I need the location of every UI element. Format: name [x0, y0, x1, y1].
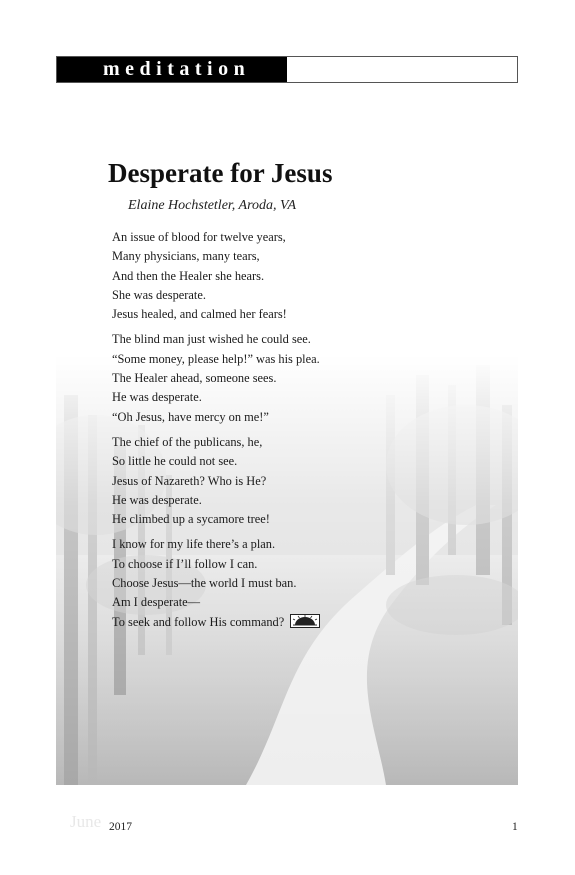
- poem-line: She was desperate.: [112, 287, 206, 302]
- poem-line: So little he could not see.: [112, 454, 238, 469]
- footer-year: 2017: [109, 821, 132, 833]
- poem-line: Jesus of Nazareth? Who is He?: [112, 473, 267, 488]
- section-header-bar: [56, 56, 518, 83]
- poem-stanza: [112, 433, 472, 529]
- poem-line: He was desperate.: [112, 492, 202, 507]
- poem-line: The chief of the publicans, he,: [112, 434, 263, 449]
- sunrise-end-mark-icon: [290, 614, 320, 628]
- poem-stanza: [112, 330, 472, 426]
- poem-line: “Some money, please help!” was his plea.: [112, 351, 320, 366]
- poem-line: He was desperate.: [112, 390, 202, 405]
- poem-stanza: [112, 535, 472, 631]
- section-label: meditation: [57, 57, 287, 82]
- poem-line: Jesus healed, and calmed her fears!: [112, 307, 287, 322]
- footer-month: June: [70, 812, 102, 831]
- poem: [112, 228, 472, 638]
- page-number: 1: [512, 821, 518, 833]
- poem-line: An issue of blood for twelve years,: [112, 230, 286, 244]
- poem-stanza: [112, 228, 472, 324]
- poem-line: The Healer ahead, someone sees.: [112, 371, 277, 386]
- poem-line-last: [112, 613, 472, 632]
- poem-line: To choose if I’ll follow I can.: [112, 556, 258, 571]
- poem-line: Am I desperate—: [112, 595, 201, 610]
- poem-line: Many physicians, many tears,: [112, 249, 260, 264]
- poem-line: “Oh Jesus, have mercy on me!”: [112, 409, 269, 424]
- poem-line: I know for my life there’s a plan.: [112, 537, 276, 552]
- poem-line-text: To seek and follow His command?: [112, 614, 285, 629]
- poem-line: He climbed up a sycamore tree!: [112, 512, 270, 527]
- poem-line: The blind man just wished he could see.: [112, 332, 311, 347]
- article-author: Elaine Hochstetler, Aroda, VA: [128, 198, 297, 213]
- poem-line: Choose Jesus—the world I must ban.: [112, 576, 297, 591]
- article-title: Desperate for Jesus: [108, 158, 333, 188]
- poem-line: And then the Healer she hears.: [112, 268, 265, 283]
